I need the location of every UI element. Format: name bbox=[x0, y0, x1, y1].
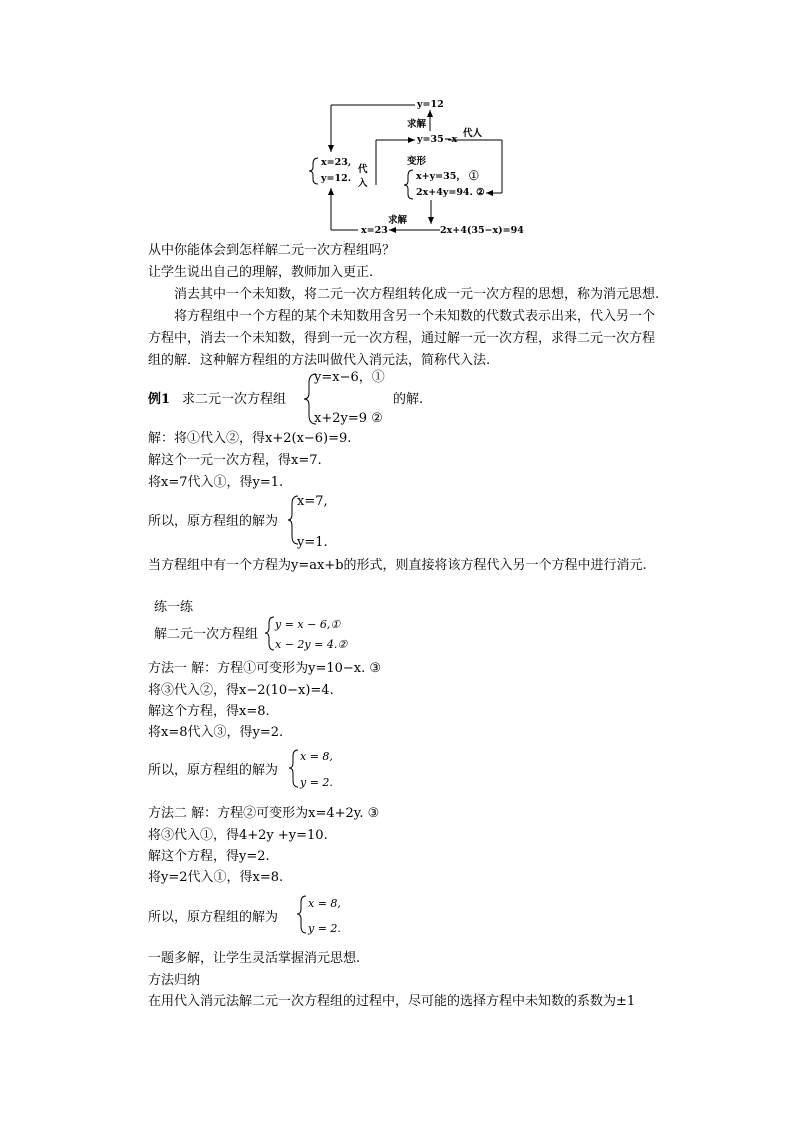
diagram-transform-label: 变形 bbox=[407, 156, 427, 167]
method-2-answer-y: y = 2. bbox=[308, 922, 341, 935]
diagram-y12: y=12 bbox=[417, 99, 444, 110]
diagram-dai-char: 代 bbox=[358, 164, 368, 175]
method-1-line-3: 解这个方程，得x=8. bbox=[148, 704, 270, 719]
paragraph-3-line-1: 将方程组中一个方程的某个未知数用含另一个未知数的代数式表示出来，代入另一个 bbox=[174, 309, 656, 324]
diagram-solve-label-2: 求解 bbox=[388, 215, 408, 226]
practice-equation-2: x − 2y = 4.② bbox=[275, 638, 348, 651]
method-2-line-2: 将③代入①，得4+2y +y=10. bbox=[148, 828, 328, 843]
diagram-result-y: y=12. bbox=[321, 173, 352, 184]
diagram-ru-char: 入 bbox=[358, 178, 368, 189]
diagram-combined-equation: 2x+4(35−x)=94 bbox=[440, 225, 524, 236]
summary-line-1: 一题多解，让学生灵活掌握消元思想. bbox=[148, 951, 361, 966]
method-1-line-4: 将x=8代入③，得y=2. bbox=[148, 725, 284, 740]
diagram-y-equals-35-minus-x: y=35−x bbox=[417, 134, 458, 145]
diagram-solve-label: 求解 bbox=[407, 119, 427, 130]
example-1-answer-x: x=7, bbox=[297, 494, 328, 509]
method-1-line-2: 将③代入②，得x−2(10−x)=4. bbox=[148, 683, 334, 698]
method-2-conclusion: 所以，原方程组的解为 bbox=[148, 910, 279, 925]
paragraph-3-line-2: 方程中，消去一个未知数，得到一元一次方程，通过解一元一次方程，求得二元一次方程 bbox=[148, 331, 656, 346]
example-1-step-2: 解这个一元一次方程，得x=7. bbox=[148, 453, 322, 468]
example-1-equation-1: y=x−6，① bbox=[314, 370, 385, 385]
paragraph-1: 让学生说出自己的理解，教师加入更正. bbox=[148, 265, 374, 280]
diagram-equation-1: x+y=35， ① bbox=[416, 171, 479, 182]
practice-equation-1: y = x − 6,① bbox=[275, 618, 341, 631]
diagram-result-x: x=23, bbox=[321, 157, 352, 168]
practice-task: 解二元一次方程组 bbox=[154, 627, 259, 642]
summary-line-3: 在用代入消元法解二元一次方程组的过程中，尽可能的选择方程中未知数的系数为±1 bbox=[148, 994, 636, 1009]
example-1-conclusion: 所以，原方程组的解为 bbox=[148, 514, 279, 529]
diagram-equation-2: 2x+4y=94. ② bbox=[416, 187, 485, 198]
method-1-line-1: 方法一 解：方程①可变形为y=10−x. ③ bbox=[148, 661, 382, 676]
diagram-substitute-label: 代人 bbox=[463, 128, 483, 139]
example-1-note: 当方程组中有一个方程为y=ax+b的形式，则直接将该方程代入另一个方程中进行消元. bbox=[148, 558, 647, 573]
example-1-answer-y: y=1. bbox=[297, 535, 328, 550]
example-1-task: 求二元一次方程组 bbox=[182, 392, 287, 407]
method-1-conclusion: 所以，原方程组的解为 bbox=[148, 763, 279, 778]
example-1-label: 例1 bbox=[148, 392, 171, 407]
example-1-step-1: 解：将①代入②，得x+2(x−6)=9. bbox=[148, 431, 352, 446]
example-1-tail: 的解. bbox=[393, 392, 424, 407]
method-2-answer-x: x = 8, bbox=[308, 897, 341, 910]
method-2-line-4: 将y=2代入①，得x=8. bbox=[148, 870, 284, 885]
practice-title: 练一练 bbox=[154, 600, 194, 615]
diagram-x23: x=23 bbox=[361, 225, 388, 236]
example-1-equation-2: x+2y=9 ② bbox=[314, 411, 383, 426]
method-1-answer-x: x = 8, bbox=[300, 750, 333, 763]
method-2-line-1: 方法二 解：方程②可变形为x=4+2y. ③ bbox=[148, 806, 380, 821]
question-line: 从中你能体会到怎样解二元一次方程组吗？ bbox=[148, 243, 396, 258]
method-2-line-3: 解这个方程，得y=2. bbox=[148, 849, 270, 864]
paragraph-2: 消去其中一个未知数，将二元一次方程组转化成一元一次方程的思想，称为消元思想. bbox=[174, 287, 660, 302]
method-1-answer-y: y = 2. bbox=[300, 776, 333, 789]
example-1-step-3: 将x=7代入①，得y=1. bbox=[148, 475, 284, 490]
paragraph-3-line-3: 组的解．这种解方程组的方法叫做代入消元法，简称代入法. bbox=[148, 353, 491, 368]
summary-heading: 方法归纳 bbox=[148, 973, 201, 988]
